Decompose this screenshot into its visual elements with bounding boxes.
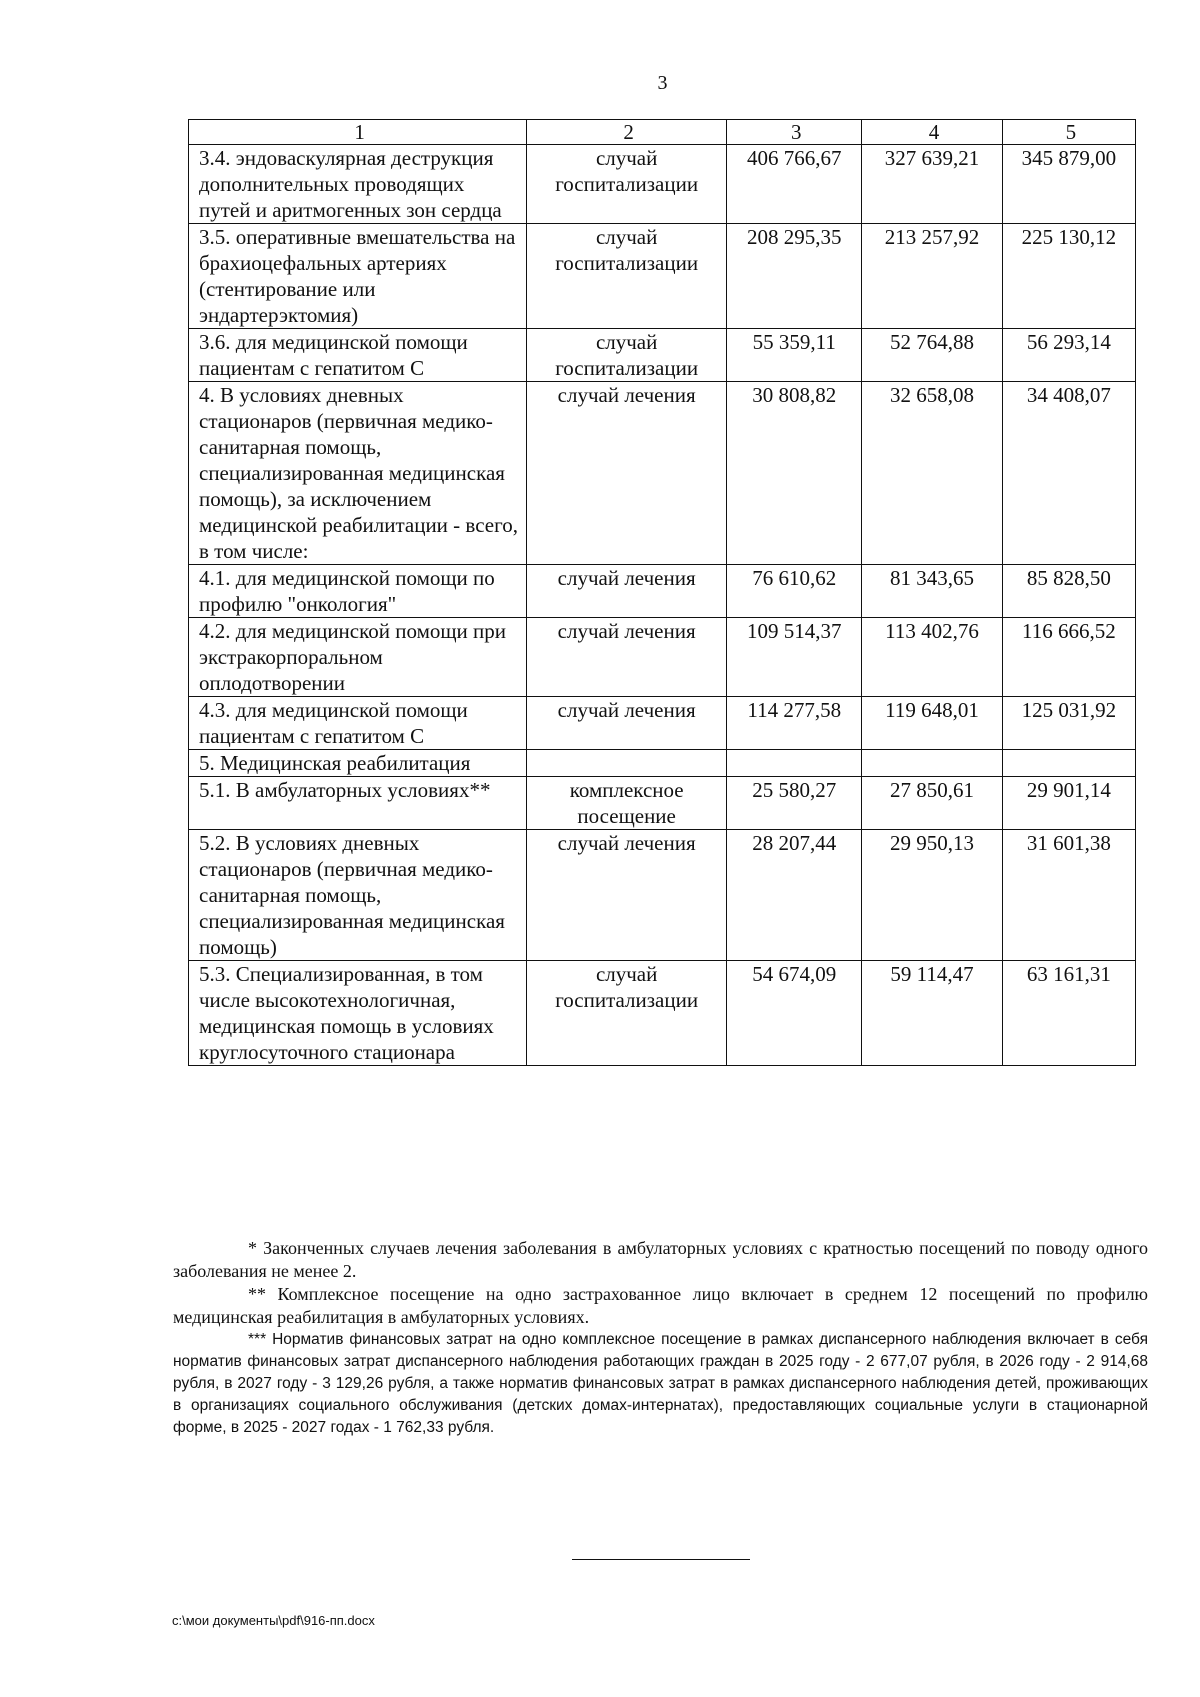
unit-cell: случай лечения (527, 565, 727, 618)
row-name-cell: 5.1. В амбулаторных условиях** (189, 777, 527, 830)
value-2027-cell (1002, 750, 1135, 777)
row-name-cell: 3.5. оперативные вмешательства на брахиоцефальных артериях (стентирование или эндартерэктомия) (189, 224, 527, 329)
value-2027-cell: 56 293,14 (1002, 329, 1135, 382)
unit-cell: случай лечения (527, 618, 727, 697)
row-name-cell: 4.1. для медицинской помощи по профилю "онкология" (189, 565, 527, 618)
page-number: 3 (657, 72, 668, 94)
value-2025-cell: 114 277,58 (727, 697, 862, 750)
value-2025-cell: 406 766,67 (727, 145, 862, 224)
column-header: 1 (189, 120, 527, 145)
row-name-cell: 4.3. для медицинской помощи пациентам с гепатитом С (189, 697, 527, 750)
value-2026-cell: 27 850,61 (862, 777, 1002, 830)
unit-cell: случай госпитализации (527, 961, 727, 1066)
footnote: *** Норматив финансовых затрат на одно комплексное посещение в рамках диспансерного наблюдения включает в себя норматив финансовых затрат диспансерного наблюдения работающих граждан в 2025 году - 2 677,07 рубля, в 2026 году - 2 914,68 рубля, в 2027 году - 3 129,26 рубля, а также норматив финансовых затрат в рамках диспансерного наблюдения детей, проживающих в организациях социального обслуживания (детских домах-интернатах), предоставляющих социальные услуги в стационарной форме, в 2025 - 2027 годах - 1 762,33 рубля. (173, 1331, 1148, 1436)
table-row (189, 145, 1136, 224)
unit-cell: случай лечения (527, 382, 727, 565)
row-name-cell: 4. В условиях дневных стационаров (первичная медико-санитарная помощь, специализированная медицинская помощь), за исключением медицинской реабилитации - всего, в том числе: (189, 382, 527, 565)
value-2025-cell: 28 207,44 (727, 830, 862, 961)
unit-cell: комплексное посещение (527, 777, 727, 830)
value-2026-cell: 29 950,13 (862, 830, 1002, 961)
row-name-cell: 3.4. эндоваскулярная деструкция дополнительных проводящих путей и аритмогенных зон сердца (189, 145, 527, 224)
value-2025-cell: 208 295,35 (727, 224, 862, 329)
row-name-cell: 3.6. для медицинской помощи пациентам с гепатитом С (189, 329, 527, 382)
column-header: 5 (1002, 120, 1135, 145)
value-2025-cell: 25 580,27 (727, 777, 862, 830)
table-row (189, 382, 1136, 565)
value-2027-cell: 125 031,92 (1002, 697, 1135, 750)
value-2027-cell: 34 408,07 (1002, 382, 1135, 565)
unit-cell: случай госпитализации (527, 224, 727, 329)
value-2026-cell: 327 639,21 (862, 145, 1002, 224)
column-header: 4 (862, 120, 1002, 145)
unit-cell (527, 750, 727, 777)
value-2025-cell (727, 750, 862, 777)
table-row (189, 697, 1136, 750)
value-2026-cell: 213 257,92 (862, 224, 1002, 329)
value-2027-cell: 31 601,38 (1002, 830, 1135, 961)
footer-file-path: c:\мои документы\pdf\916-пп.docx (172, 1613, 375, 1628)
value-2025-cell: 30 808,82 (727, 382, 862, 565)
value-2027-cell: 345 879,00 (1002, 145, 1135, 224)
table-row (189, 830, 1136, 961)
unit-cell: случай госпитализации (527, 329, 727, 382)
separator-line (572, 1559, 750, 1560)
value-2025-cell: 55 359,11 (727, 329, 862, 382)
value-2027-cell: 85 828,50 (1002, 565, 1135, 618)
unit-cell: случай госпитализации (527, 145, 727, 224)
value-2026-cell: 59 114,47 (862, 961, 1002, 1066)
column-header: 2 (527, 120, 727, 145)
value-2027-cell: 116 666,52 (1002, 618, 1135, 697)
table-row (189, 565, 1136, 618)
row-name-cell: 5.2. В условиях дневных стационаров (первичная медико-санитарная помощь, специализированная медицинская помощь) (189, 830, 527, 961)
footnote: * Законченных случаев лечения заболевания в амбулаторных условиях с кратностью посещений по поводу одного заболевания не менее 2. (173, 1238, 1148, 1281)
value-2026-cell: 119 648,01 (862, 697, 1002, 750)
value-2025-cell: 76 610,62 (727, 565, 862, 618)
table-row (189, 750, 1136, 777)
cost-standards-table (188, 119, 1136, 1066)
value-2026-cell (862, 750, 1002, 777)
table-row (189, 329, 1136, 382)
table-header-row (189, 120, 1136, 145)
value-2025-cell: 109 514,37 (727, 618, 862, 697)
unit-cell: случай лечения (527, 830, 727, 961)
value-2026-cell: 81 343,65 (862, 565, 1002, 618)
row-name-cell: 5. Медицинская реабилитация (189, 750, 527, 777)
table-row (189, 618, 1136, 697)
unit-cell: случай лечения (527, 697, 727, 750)
value-2025-cell: 54 674,09 (727, 961, 862, 1066)
footnote: ** Комплексное посещение на одно застрахованное лицо включает в среднем 12 посещений по профилю медицинская реабилитация в амбулаторных условиях. (173, 1284, 1148, 1327)
row-name-cell: 4.2. для медицинской помощи при экстракорпоральном оплодотворении (189, 618, 527, 697)
value-2027-cell: 225 130,12 (1002, 224, 1135, 329)
value-2027-cell: 63 161,31 (1002, 961, 1135, 1066)
value-2027-cell: 29 901,14 (1002, 777, 1135, 830)
value-2026-cell: 32 658,08 (862, 382, 1002, 565)
table-row (189, 777, 1136, 830)
table-row (189, 224, 1136, 329)
row-name-cell: 5.3. Специализированная, в том числе высокотехнологичная, медицинская помощь в условиях круглосуточного стационара (189, 961, 527, 1066)
value-2026-cell: 52 764,88 (862, 329, 1002, 382)
footnotes (173, 1237, 1148, 1439)
column-header: 3 (727, 120, 862, 145)
value-2026-cell: 113 402,76 (862, 618, 1002, 697)
table-row (189, 961, 1136, 1066)
